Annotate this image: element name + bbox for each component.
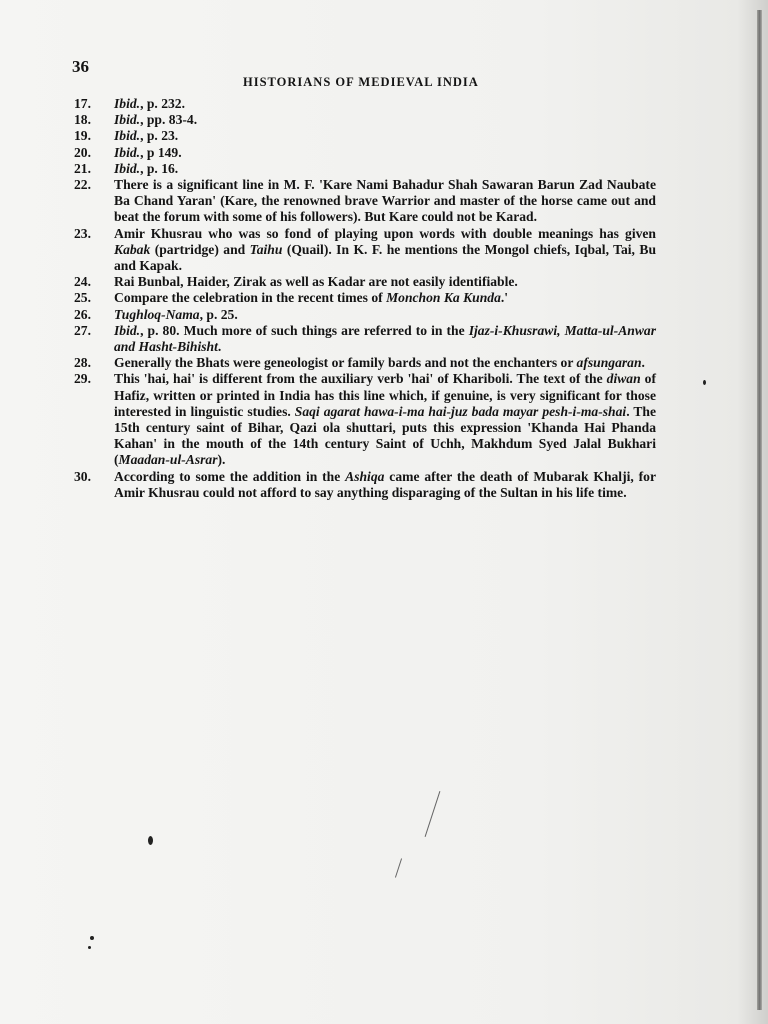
italic-text: Ijaz-i-Khusrawi, Matta-ul-Anwar and Hasht-Bihisht xyxy=(114,322,656,355)
endnote-text xyxy=(114,323,656,355)
endnote-item xyxy=(74,323,656,355)
text-run: Rai Bunbal, Haider, Zirak as well as Kadar are not easily identifiable. xyxy=(114,274,518,290)
text-run: , p. 232. xyxy=(140,96,186,111)
endnote-number: 30. xyxy=(74,468,91,484)
endnote-number: 20. xyxy=(74,144,91,160)
endnote-text xyxy=(114,290,656,306)
scan-speck xyxy=(88,946,91,949)
endnote-text xyxy=(114,469,656,501)
running-head: HISTORIANS OF MEDIEVAL INDIA xyxy=(243,75,479,89)
scan-pencil-stroke xyxy=(425,791,441,837)
text-run: of Hafiz, written or printed in India has this line which, if genuine, is very significant for those interested in linguistic studies. xyxy=(114,371,656,419)
text-run: , p 149. xyxy=(140,144,182,160)
endnotes-list xyxy=(74,96,656,501)
endnote-text xyxy=(114,177,656,226)
text-run: , p. 16. xyxy=(140,160,179,176)
endnote-text xyxy=(114,96,656,112)
scan-pencil-stroke xyxy=(395,858,402,877)
endnote-text xyxy=(114,145,656,161)
page-edge-shadow xyxy=(757,10,762,1010)
endnote-item xyxy=(74,274,656,290)
italic-text: Kabak xyxy=(114,241,151,257)
endnote-number: 29. xyxy=(74,371,91,387)
italic-text: Ibid. xyxy=(114,96,141,111)
text-run: , p. 25. xyxy=(199,306,238,322)
endnote-text xyxy=(114,128,656,144)
endnote-number: 22. xyxy=(74,177,91,193)
text-run: ). xyxy=(217,452,226,468)
text-run: Amir Khusrau who was so fond of playing upon words with double meanings has given xyxy=(114,225,656,241)
text-run: There is a significant line in M. F. 'Kare Nami Bahadur Shah Sawaran Barun Zad Naubate Ba Chand Yaran' (Kare, the renowned brave Warrior and master of the horse came out and beat the forum with some of his followers). But Kare could not be Karad. xyxy=(114,177,656,225)
italic-text: Ibid. xyxy=(114,112,141,128)
endnote-text xyxy=(114,161,656,177)
endnote-number: 24. xyxy=(74,274,91,290)
endnote-text xyxy=(114,307,656,323)
italic-text: Maadan-ul-Asrar xyxy=(118,452,218,468)
text-run: Compare the celebration in the recent times of xyxy=(114,290,387,306)
endnote-item xyxy=(74,355,656,371)
endnote-item xyxy=(74,96,656,112)
text-run: . xyxy=(641,355,645,371)
text-run: . xyxy=(217,339,222,355)
text-run: (Quail). In K. F. he mentions the Mongol chiefs, Iqbal, Tai, Bu and Kapak. xyxy=(114,241,656,274)
endnote-number: 25. xyxy=(74,290,91,306)
endnote-item xyxy=(74,161,656,177)
italic-text: Tughloq-Nama xyxy=(114,306,200,322)
italic-text: Ibid. xyxy=(114,322,141,338)
italic-text: Taihu xyxy=(249,241,283,257)
endnote-item xyxy=(74,177,656,226)
italic-text: Ibid. xyxy=(114,144,141,160)
text-run: According to some the addition in the xyxy=(114,468,346,484)
italic-text: Saqi agarat hawa-i-ma hai-juz bada mayar pesh-i-ma-shai xyxy=(294,403,627,419)
endnote-number: 18. xyxy=(74,112,91,128)
text-run: , p. 80. Much more of such things are referred to in the xyxy=(140,322,469,338)
text-run: Generally the Bhats were geneologist or family bards and not the enchanters or xyxy=(114,355,577,371)
italic-text: afsungaran xyxy=(576,355,642,371)
italic-text: diwan xyxy=(606,371,641,387)
text-run: , pp. 83-4. xyxy=(140,112,198,128)
text-run: . The 15th century saint of Bihar, Qazi ola shuttari, puts this expression 'Khanda Hai Phanda Kahan' in the mouth of the 14th century Saint of Uchh, Makhdum Syed Jalal Bukhari ( xyxy=(114,403,657,468)
endnote-text xyxy=(114,371,656,468)
endnote-number: 21. xyxy=(74,160,91,176)
endnote-text xyxy=(114,274,656,290)
endnote-text xyxy=(114,226,656,275)
endnote-number: 26. xyxy=(74,306,91,322)
endnote-item xyxy=(74,371,656,468)
endnote-text xyxy=(114,112,656,128)
page-number: 36 xyxy=(72,57,89,76)
scan-speck xyxy=(90,936,94,940)
scan-speck xyxy=(148,836,153,845)
endnote-text xyxy=(114,355,656,371)
endnote-item xyxy=(74,145,656,161)
text-run: came after the death of Mubarak Khalji, for Amir Khusrau could not afford to say anything disparaging of the Sultan in his life time. xyxy=(114,468,657,500)
endnote-item xyxy=(74,469,656,501)
italic-text: Ibid. xyxy=(114,128,141,144)
text-run: .' xyxy=(500,290,509,306)
endnote-item xyxy=(74,128,656,144)
text-run: This 'hai, hai' is different from the auxiliary verb 'hai' of Khariboli. The text of the xyxy=(114,371,607,387)
italic-text: Monchon Ka Kunda xyxy=(386,290,501,306)
italic-text: Ibid. xyxy=(114,160,141,176)
endnote-item xyxy=(74,307,656,323)
endnote-item xyxy=(74,226,656,275)
endnote-item xyxy=(74,112,656,128)
scan-speck xyxy=(703,380,706,385)
endnote-number: 28. xyxy=(74,355,91,371)
endnote-number: 17. xyxy=(74,96,91,111)
italic-text: Ashiqa xyxy=(345,468,385,484)
text-run: , p. 23. xyxy=(140,128,179,144)
endnote-item xyxy=(74,290,656,306)
endnote-number: 19. xyxy=(74,128,91,144)
text-run: (partridge) and xyxy=(150,241,250,257)
endnote-number: 27. xyxy=(74,322,91,338)
endnote-number: 23. xyxy=(74,225,91,241)
